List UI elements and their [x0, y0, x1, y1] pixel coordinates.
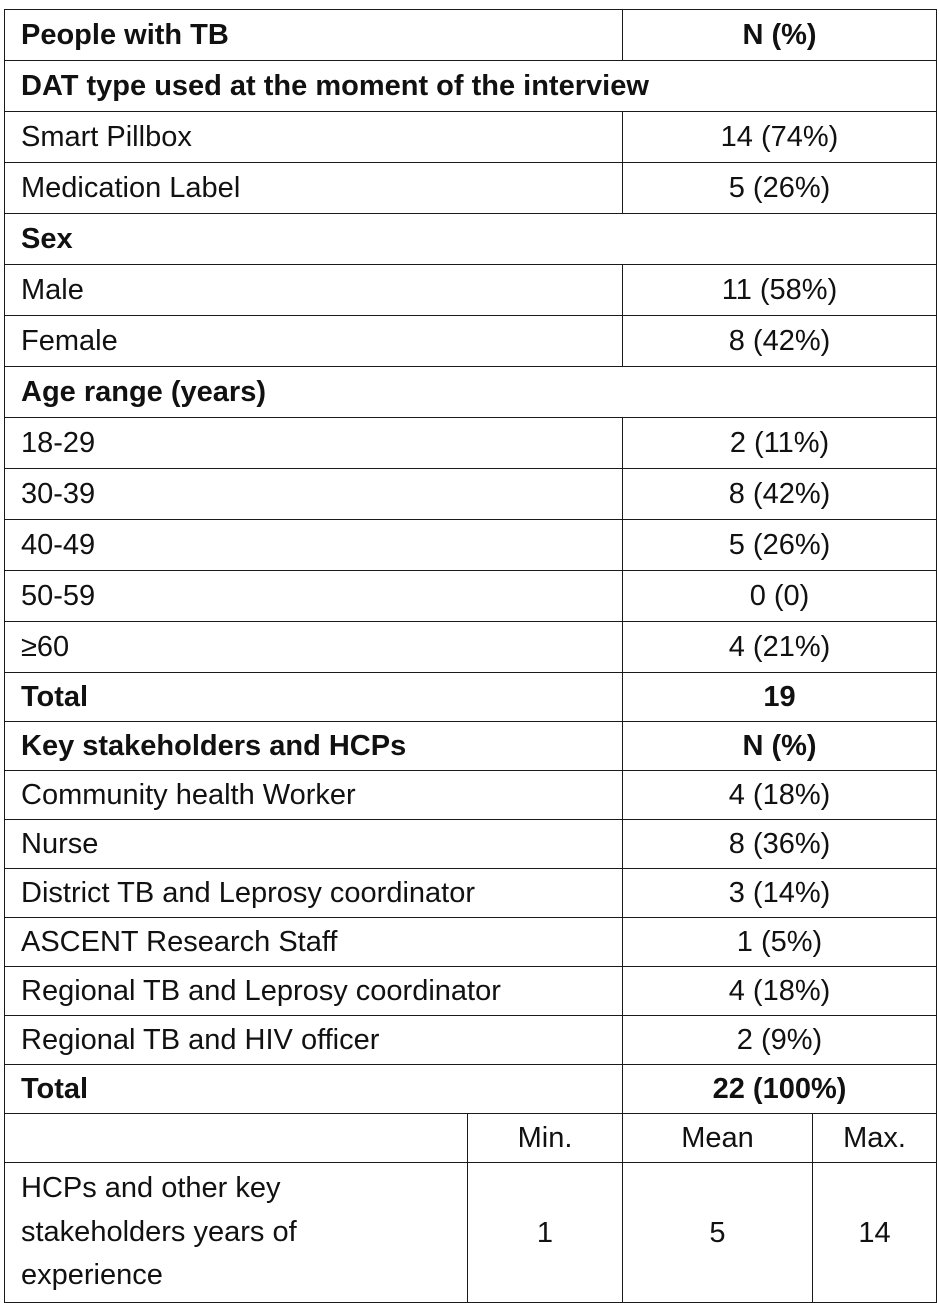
group-title-sex: Sex [5, 214, 937, 265]
study-participants-table [4, 9, 937, 1303]
row-value: 8 (42%) [623, 316, 937, 367]
row-value: 0 (0) [623, 571, 937, 622]
hcp-total-value: 22 (100%) [623, 1065, 937, 1114]
row-label: Nurse [5, 820, 623, 869]
experience-header-min: Min. [468, 1114, 623, 1163]
hcp-header-row [5, 722, 937, 771]
row-value: 4 (21%) [623, 622, 937, 673]
group-title-dat-type: DAT type used at the moment of the interview [5, 61, 937, 112]
row-label: Regional TB and HIV officer [5, 1016, 623, 1065]
table-row [5, 418, 937, 469]
row-value: 8 (36%) [623, 820, 937, 869]
experience-header-row [5, 1114, 937, 1163]
table-row [5, 622, 937, 673]
table-row [5, 316, 937, 367]
row-value: 2 (11%) [623, 418, 937, 469]
hcp-header-value: N (%) [623, 722, 937, 771]
experience-min-value: 1 [468, 1163, 623, 1303]
table-row [5, 520, 937, 571]
hcp-total-label: Total [5, 1065, 623, 1114]
row-value: 1 (5%) [623, 918, 937, 967]
table-row [5, 469, 937, 520]
row-label: Regional TB and Leprosy coordinator [5, 967, 623, 1016]
row-label: 50-59 [5, 571, 623, 622]
experience-max-value: 14 [813, 1163, 937, 1303]
table-row [5, 918, 937, 967]
tb-header-row [5, 10, 937, 61]
row-label: District TB and Leprosy coordinator [5, 869, 623, 918]
tb-header-value: N (%) [623, 10, 937, 61]
hcp-header-label: Key stakeholders and HCPs [5, 722, 623, 771]
row-value: 11 (58%) [623, 265, 937, 316]
tb-header-label: People with TB [5, 10, 623, 61]
experience-label: HCPs and other key stakeholders years of experience [5, 1163, 468, 1303]
row-value: 4 (18%) [623, 771, 937, 820]
table-row [5, 112, 937, 163]
table-row [5, 869, 937, 918]
group-title-row [5, 214, 937, 265]
row-label: 40-49 [5, 520, 623, 571]
row-label: Smart Pillbox [5, 112, 623, 163]
row-label: 30-39 [5, 469, 623, 520]
row-label: Male [5, 265, 623, 316]
row-label: ASCENT Research Staff [5, 918, 623, 967]
row-label: 18-29 [5, 418, 623, 469]
study-participants-table-container [4, 9, 936, 1303]
table-row [5, 265, 937, 316]
hcp-total-row [5, 1065, 937, 1114]
group-title-age-range: Age range (years) [5, 367, 937, 418]
group-title-row [5, 61, 937, 112]
row-value: 5 (26%) [623, 520, 937, 571]
row-value: 8 (42%) [623, 469, 937, 520]
tb-total-row [5, 673, 937, 722]
table-row [5, 163, 937, 214]
experience-header-max: Max. [813, 1114, 937, 1163]
table-row [5, 571, 937, 622]
row-value: 5 (26%) [623, 163, 937, 214]
row-value: 4 (18%) [623, 967, 937, 1016]
table-row [5, 967, 937, 1016]
row-value: 14 (74%) [623, 112, 937, 163]
row-label: Community health Worker [5, 771, 623, 820]
experience-mean-value: 5 [623, 1163, 813, 1303]
table-row [5, 1016, 937, 1065]
group-title-row [5, 367, 937, 418]
row-value: 2 (9%) [623, 1016, 937, 1065]
table-row [5, 771, 937, 820]
row-label: Female [5, 316, 623, 367]
experience-row [5, 1163, 937, 1303]
experience-header-blank [5, 1114, 468, 1163]
tb-total-value: 19 [623, 673, 937, 722]
experience-header-mean: Mean [623, 1114, 813, 1163]
table-row [5, 820, 937, 869]
row-label: ≥60 [5, 622, 623, 673]
tb-total-label: Total [5, 673, 623, 722]
row-label: Medication Label [5, 163, 623, 214]
row-value: 3 (14%) [623, 869, 937, 918]
